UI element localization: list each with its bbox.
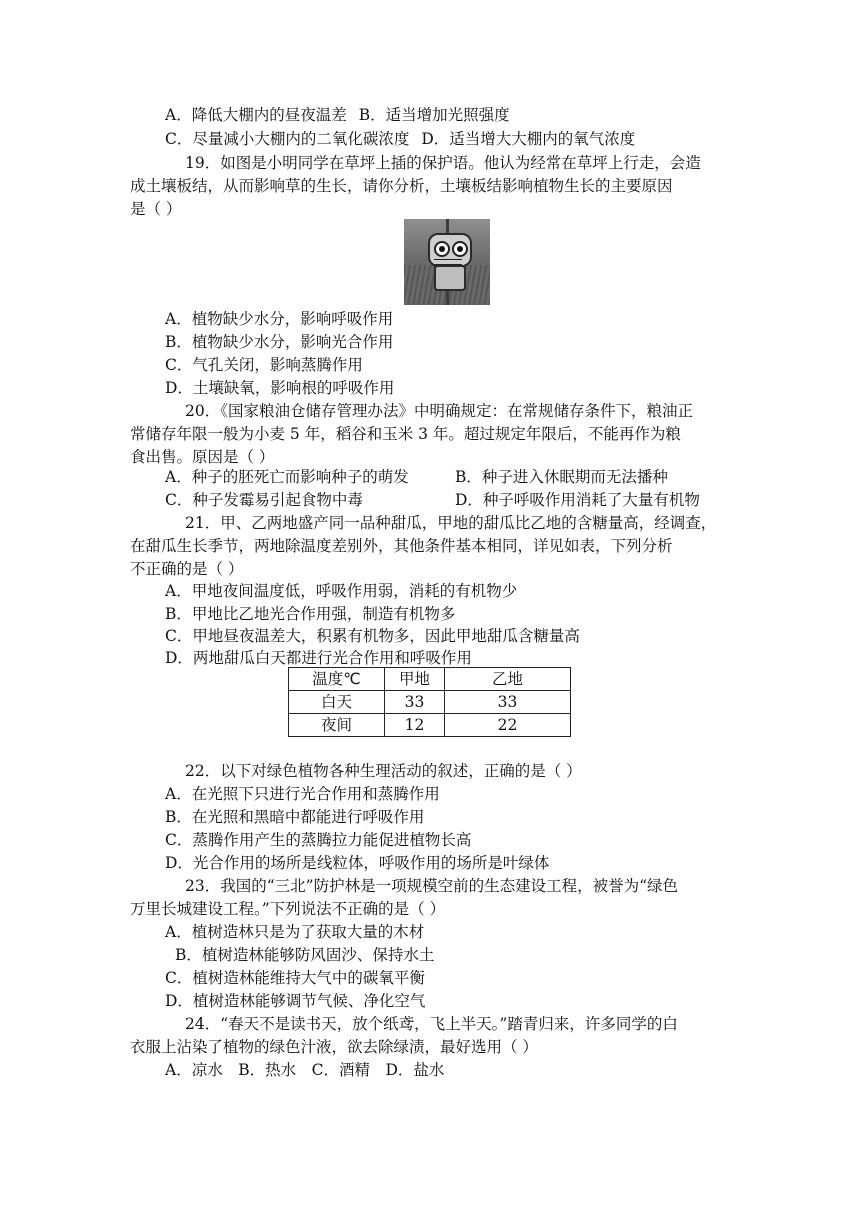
table-header-cell: 温度℃	[289, 668, 385, 691]
lawn-sign-photo	[404, 219, 490, 305]
q23-option-b: B．植树造林能够防风固沙、保持水土	[175, 946, 435, 964]
table-row	[289, 691, 571, 714]
q20-option-c: C．种子发霉易引起食物中毒	[165, 491, 363, 509]
q24-stem-line-2: 衣服上沾染了植物的绿色汁液，欲去除绿渍，最好选用（ ）	[130, 1038, 538, 1056]
q19-stem-line-2: 成土壤板结，从而影响草的生长，请你分析，土壤板结影响植物生长的主要原因	[130, 177, 673, 195]
q22-option-d: D．光合作用的场所是线粒体，呼吸作用的场所是叶绿体	[165, 854, 550, 872]
q19-option-d: D．土壤缺氧，影响根的呼吸作用	[165, 379, 395, 397]
q21-stem-line-3: 不正确的是（ ）	[130, 560, 244, 578]
q20-option-a: A．种子的胚死亡而影响种子的萌发	[165, 468, 409, 486]
q18-option-row-1	[165, 104, 510, 126]
q23-option-c: C．植树造林能维持大气中的碳氧平衡	[165, 969, 425, 987]
q21-option-c: C．甲地昼夜温差大，积累有机物多，因此甲地甜瓜含糖量高	[165, 627, 580, 645]
q20-option-d: D．种子呼吸作用消耗了大量有机物	[455, 491, 700, 509]
q18-option-b: B．适当增加光照强度	[358, 106, 510, 124]
table-header-cell: 甲地	[385, 668, 445, 691]
q19-stem-line-3: 是（ ）	[130, 200, 182, 218]
q24-options: A．凉水 B．热水 C．酒精 D．盐水	[165, 1061, 445, 1079]
q24-stem-line-1: 24．“春天不是读书天，放个纸鸢，飞上半天。”踏青归来，许多同学的白	[185, 1015, 678, 1033]
q19-option-a: A．植物缺少水分，影响呼吸作用	[165, 310, 394, 328]
q20-stem-line-3: 食出售。原因是（ ）	[130, 448, 275, 466]
q22-option-a: A．在光照下只进行光合作用和蒸腾作用	[165, 785, 440, 803]
q21-stem-line-2: 在甜瓜生长季节，两地除温度差别外，其他条件基本相同，详见如表，下列分析	[130, 537, 673, 555]
table-cell: 夜间	[289, 714, 385, 737]
q23-stem-line-1: 23．我国的“三北”防护林是一项规模空前的生态建设工程，被誉为“绿色	[185, 877, 678, 895]
q21-option-d: D．两地甜瓜白天都进行光合作用和呼吸作用	[165, 649, 472, 667]
q21-stem-line-1: 21．甲、乙两地盛产同一品种甜瓜，甲地的甜瓜比乙地的含糖量高，经调查，	[185, 514, 717, 532]
table-cell: 33	[385, 691, 445, 714]
q21-option-b: B．甲地比乙地光合作用强，制造有机物多	[165, 605, 456, 623]
q21-option-a: A．甲地夜间温度低，呼吸作用弱，消耗的有机物少	[165, 582, 518, 600]
q23-stem-line-2: 万里长城建设工程。”下列说法不正确的是（ ）	[130, 900, 446, 918]
q20-stem-line-1: 20．《国家粮油仓储存管理办法》中明确规定：在常规储存条件下，粮油正	[185, 402, 693, 420]
q19-option-c: C．气孔关闭，影响蒸腾作用	[165, 356, 363, 374]
q22-option-b: B．在光照和黑暗中都能进行呼吸作用	[165, 808, 425, 826]
q23-option-a: A．植树造林只是为了获取大量的木材	[165, 923, 425, 941]
q20-stem-line-2: 常储存年限一般为小麦 5 年，稻谷和玉米 3 年。超过规定年限后，不能再作为粮	[130, 425, 681, 443]
q23-option-d: D．植树造林能够调节气候、净化空气	[165, 992, 426, 1010]
q22-option-c: C．蒸腾作用产生的蒸腾拉力能促进植物长高	[165, 831, 472, 849]
table-header-cell: 乙地	[445, 668, 571, 691]
table-header-row	[289, 668, 571, 691]
table-cell: 22	[445, 714, 571, 737]
q20-option-b: B．种子进入休眠期而无法播种	[455, 468, 668, 486]
table-cell: 12	[385, 714, 445, 737]
q18-option-a: A．降低大棚内的昼夜温差	[165, 106, 347, 124]
table-cell: 白天	[289, 691, 385, 714]
table-row	[289, 714, 571, 737]
q19-option-b: B．植物缺少水分，影响光合作用	[165, 333, 394, 351]
temperature-table	[288, 667, 571, 737]
q18-option-c: C．尽量减小大棚内的二氧化碳浓度	[165, 130, 410, 148]
q19-stem-line-1: 19．如图是小明同学在草坪上插的保护语。他认为经常在草坪上行走，会造	[185, 154, 701, 172]
q18-option-d: D．适当增大大棚内的氧气浓度	[421, 130, 636, 148]
q22-stem-line-1: 22．以下对绿色植物各种生理活动的叙述，正确的是（ ）	[185, 762, 582, 780]
table-cell: 33	[445, 691, 571, 714]
q18-option-row-2	[165, 128, 635, 150]
